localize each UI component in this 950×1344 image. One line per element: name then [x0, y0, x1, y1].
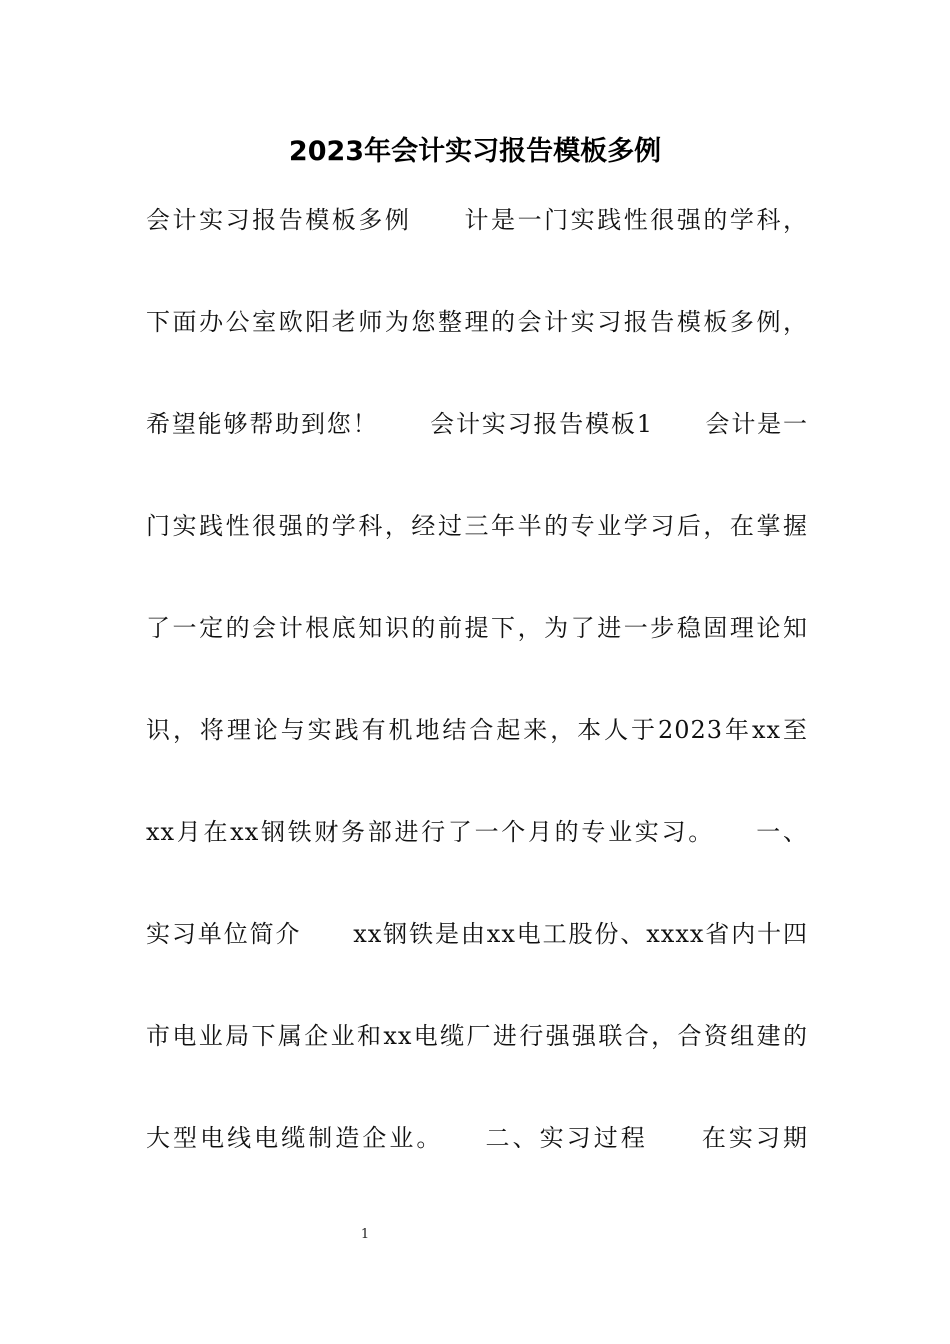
body-line: 市电业局下属企业和xx电缆厂进行强强联合，合资组建的	[146, 1022, 808, 1050]
body-line: 识，将理论与实践有机地结合起来，本人于2023年xx至	[146, 716, 808, 744]
body-line: 门实践性很强的学科，经过三年半的专业学习后，在掌握	[146, 512, 808, 540]
body-line: 会计实习报告模板多例 计是一门实践性很强的学科，	[146, 206, 808, 234]
body-line: 实习单位简介 xx钢铁是由xx电工股份、xxxx省内十四	[146, 920, 808, 948]
body-line: 下面办公室欧阳老师为您整理的会计实习报告模板多例，	[146, 308, 808, 336]
body-line: 了一定的会计根底知识的前提下，为了进一步稳固理论知	[146, 614, 808, 642]
body-line: 大型电线电缆制造企业。 二、实习过程 在实习期	[146, 1124, 808, 1152]
document-body	[146, 200, 808, 1220]
page-number: 1	[360, 1227, 370, 1242]
document-title: 2023年会计实习报告模板多例	[288, 136, 662, 167]
body-line: 希望能够帮助到您！ 会计实习报告模板1 会计是一	[146, 410, 808, 438]
body-line: xx月在xx钢铁财务部进行了一个月的专业实习。 一、	[146, 818, 808, 846]
